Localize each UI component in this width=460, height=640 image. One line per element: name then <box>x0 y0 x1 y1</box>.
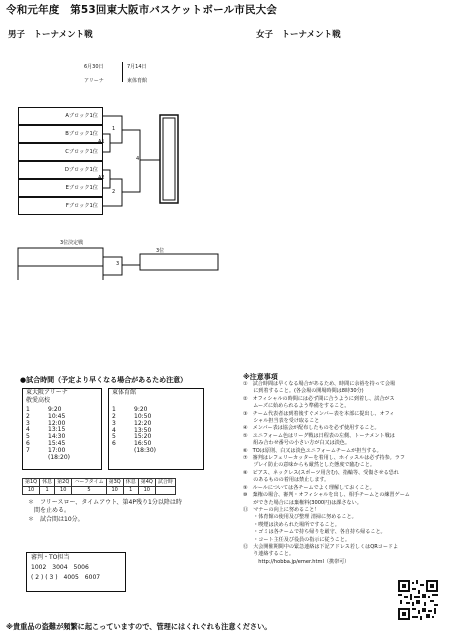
venue2-name: 東体育館 <box>112 389 137 396</box>
period-value-cell: 1 <box>123 487 138 495</box>
officials-box <box>26 552 126 592</box>
date-round1: 6月30日 <box>84 64 104 70</box>
note-clock-stop-2: 間を止める。 <box>28 507 71 514</box>
officials-title: 審判・TO担当 <box>31 554 70 561</box>
venue2-game-time: 12:20 <box>134 419 152 427</box>
venue2-game-number: 1 <box>112 405 116 413</box>
venue2-game-time: (18:30) <box>134 447 156 455</box>
officials-row2: ( 2 ) ( 3 ) 4005 6007 <box>31 573 101 581</box>
match-a1-label: A1 <box>98 139 105 145</box>
note-line: ・コート主任及び役員の指示に従うこと。 <box>243 536 350 543</box>
team-box-b: Bブロック1位 <box>18 125 103 143</box>
venue1-game-number: 5 <box>26 433 30 441</box>
note-line: http://hobba.jp/emer.html（携帯可） <box>243 558 350 565</box>
match-a2-label: A2 <box>98 175 105 181</box>
period-header-cell: 第4Q <box>138 479 155 487</box>
venue2-row <box>112 428 200 435</box>
venue1-name: 東大阪アリーナ <box>26 389 68 396</box>
officials-row1: 1002 3004 5006 <box>31 563 89 571</box>
note-line: ① 試合時間は早くなる場合があるため、時間に余裕を持って会場 <box>243 381 396 387</box>
notes-list <box>243 381 410 566</box>
date-round2: 7月14日 <box>127 64 147 70</box>
venue1-game-time: 12:00 <box>48 419 66 427</box>
venue1-row <box>26 455 98 462</box>
venue2-game-number: 6 <box>112 440 116 448</box>
note-line: ③ チーム代表者は到着後すぐメンバー表を本部に提出し、オフィ <box>243 410 395 417</box>
period-header-cell: 第1Q <box>23 479 40 487</box>
note-line: ・喫煙は決められた場所ですること。 <box>243 521 340 528</box>
venue2-game-number: 2 <box>112 412 116 420</box>
period-header-cell: 休息 <box>123 479 138 487</box>
venue2-row <box>112 448 200 455</box>
venue1-game-number: 6 <box>26 440 30 448</box>
venue2-row <box>112 407 200 414</box>
note-line: ④ メンバー表は協会が配布したものを必ず使用すること。 <box>243 425 380 432</box>
match-4-label: 4 <box>136 156 140 162</box>
venue-round1: アリーナ <box>84 78 104 84</box>
note-line: ・ゴミは各チームで持ち帰りを厳守、各自持ち帰ること。 <box>243 529 386 536</box>
venue1-game-number: 7 <box>26 447 30 455</box>
venue1-game-number: 3 <box>26 419 30 427</box>
qr-code <box>398 580 438 620</box>
note-line: ⑨ ルールについては各チームでよく理解しておくこと。 <box>243 484 375 491</box>
note-line: り連絡すること。 <box>243 551 294 558</box>
venue2-game-number: 5 <box>112 433 116 441</box>
period-value-cell: 1 <box>40 487 55 495</box>
venue1-game-time: (18:20) <box>48 454 70 462</box>
period-header-cell: 第2Q <box>55 479 72 487</box>
note-line: のあるものの着用は禁止します。 <box>243 477 330 484</box>
note-line: に到着すること。(各会場の開場時間は8時30分) <box>243 388 364 395</box>
team-box-c: Cブロック1位 <box>18 143 103 161</box>
venue2-row <box>112 434 200 441</box>
venue1-sub: 敬愛高校 <box>26 396 51 404</box>
team-box-a: Aブロック1位 <box>18 107 103 125</box>
note-line: ができた場合には棄権料(3000円)は課さない。 <box>243 499 362 506</box>
schedule-heading: ●試合時間（予定より早くなる場合があるため注意） <box>20 376 188 384</box>
venue1-game-number: 4 <box>26 426 30 434</box>
note-line: ⑤ ユニフォーム色はリーグ戦は日程表の左側、トーナメント戦は <box>243 432 395 439</box>
note-line: ⑥ TOは原則、白又は淡色ユニフォームチームが担当する。 <box>243 447 382 454</box>
page-title: 令和元年度 第53回東大阪市バスケットボール市民大会 <box>6 4 278 16</box>
venue2-schedule <box>108 388 204 470</box>
note-line: ⑪ マナーの向上に努めること！ <box>243 506 320 513</box>
team-box-f: Fブロック1位 <box>18 197 103 215</box>
note-clock-stop: ＊ フリースロー、タイムアウト、第4P残り1分以降は時 <box>28 499 182 506</box>
period-header-cell: 試合時 <box>155 479 175 487</box>
venue1-game-number: 2 <box>26 412 30 420</box>
period-header-cell: 休息 <box>40 479 55 487</box>
note-line: ⑧ ピアス、ネックレス(スポーツ用含む)、指輪等、受傷させる恐れ <box>243 469 399 476</box>
notes-heading: ※注意事項 <box>243 373 278 381</box>
venue-round2: 東体育館 <box>127 78 148 84</box>
period-value-cell: 10 <box>106 487 123 495</box>
period-value-cell: 10 <box>23 487 40 495</box>
boys-tournament-header: 男子 トーナメント戦 <box>8 30 93 40</box>
note-line: ・体育館の使用及び整理 清掃に努めること。 <box>243 514 357 521</box>
venue1-game-time: 14:30 <box>48 433 66 441</box>
third-place-result: 3位 <box>156 248 165 254</box>
venue2-game-time: 9:20 <box>134 405 148 413</box>
note-line: ⑫ 大会開催期間中の緊急連絡は下記アドレス若しくはQRコードよ <box>243 543 399 550</box>
note-line: ⑦ 審判はレフェリーカッターを着用し、ホイッスルは必ず持参。ラフ <box>243 455 405 462</box>
venue2-rows <box>109 405 203 455</box>
period-table <box>22 478 176 495</box>
note-line: ② オフィシャルの時間には必ず間に合うように到着し、試合がス <box>243 395 395 402</box>
note-line: プレイ防止の意味からも厳然とした態度で臨むこと。 <box>243 462 375 469</box>
venue2-game-number <box>112 448 134 455</box>
tournament-bracket-lines <box>0 0 460 280</box>
venue2-game-time: 15:20 <box>134 433 152 441</box>
venue1-rows <box>23 405 101 462</box>
venue1-game-time: 13:15 <box>48 426 66 434</box>
period-header-cell: ハーフタイム <box>72 479 106 487</box>
third-place-label: 3位決定戦 <box>60 240 84 246</box>
girls-tournament-header: 女子 トーナメント戦 <box>256 30 341 40</box>
note-line: 組み合わせ番号の小さい方が白又は淡色。 <box>243 440 350 447</box>
venue1-game-number: 1 <box>26 405 30 413</box>
period-value-cell <box>155 487 175 495</box>
venue2-game-time: 10:50 <box>134 412 152 420</box>
venue2-row <box>112 421 200 428</box>
match-3-label: 3 <box>116 261 120 267</box>
venue1-schedule <box>22 388 102 470</box>
match-2-label: 2 <box>112 189 116 195</box>
venue1-game-number <box>26 455 48 462</box>
venue2-game-time: 13:50 <box>134 426 152 434</box>
note-line: シャル担当表を受け取ること <box>243 418 320 425</box>
venue2-game-time: 16:50 <box>134 440 152 448</box>
team-box-d: Dブロック1位 <box>18 161 103 179</box>
period-value-cell: 10 <box>55 487 72 495</box>
note-game-interval: ＊ 試合間は10分。 <box>28 516 84 523</box>
venue1-game-time: 15:45 <box>48 440 66 448</box>
period-value-cell: 5 <box>72 487 106 495</box>
team-box-e: Eブロック1位 <box>18 179 103 197</box>
venue2-game-number: 4 <box>112 426 116 434</box>
note-line: ⑩ 棄権の場合、審判・オフィシャルを出し、相手チームとの練習ゲーム <box>243 492 410 499</box>
venue1-game-time: 10:45 <box>48 412 66 420</box>
period-header-cell: 第3Q <box>106 479 123 487</box>
venue1-game-time: 9:20 <box>48 405 62 413</box>
venue2-row <box>112 441 200 448</box>
note-line: ムーズに始められるよう準備をすること。 <box>243 403 350 410</box>
venue1-game-time: 17:00 <box>48 447 66 455</box>
venue2-game-number: 3 <box>112 419 116 427</box>
venue2-row <box>112 414 200 421</box>
footer-warning: ※貴重品の盗難が頻繁に起こっていますので、管理にはくれぐれも注意ください。 <box>6 622 272 631</box>
match-1-label: 1 <box>112 126 116 132</box>
period-value-cell: 10 <box>138 487 155 495</box>
